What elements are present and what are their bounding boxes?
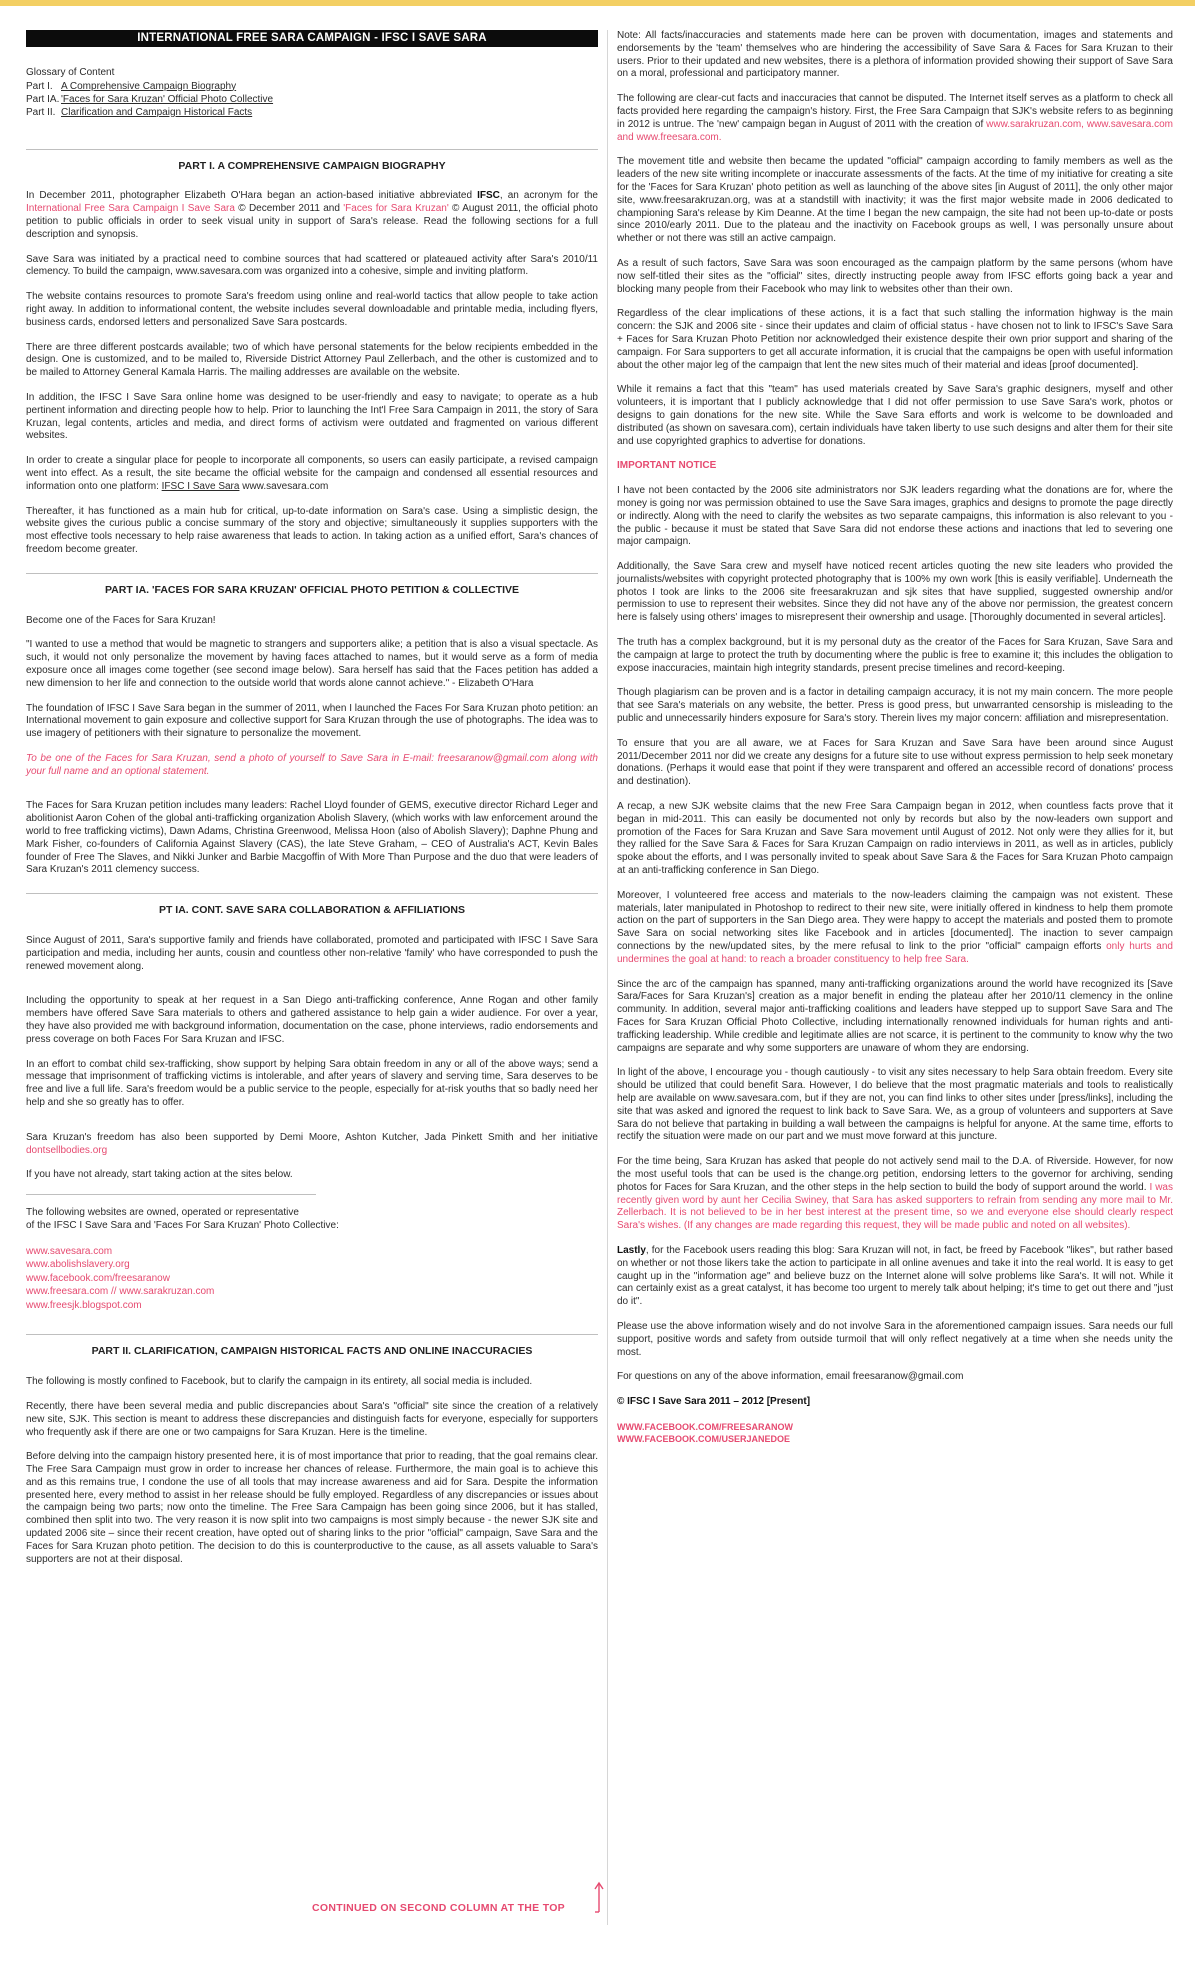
glossary-item[interactable] xyxy=(26,80,598,93)
highlight: only hurts and undermines the goal at hand: to reach a broader constituency to help free Sara. xyxy=(617,941,1173,965)
call-to-action: To be one of the Faces for Sara Kruzan, send a photo of yourself to Save Sara in E-mail: freesaranow@gmail.com along with your full name and an optional statement. xyxy=(26,752,598,777)
paragraph xyxy=(26,190,598,241)
faces-name: 'Faces for Sara Kruzan' xyxy=(343,203,449,215)
paragraph: I have not been contacted by the 2006 site administrators nor SJK leaders regarding what the donations are for, where the money is going nor was permission obtained to use the Save Sara images, graphics and designs to promote the page directly or indirectly. Along with the need to clarify the websites as two separate campaigns, this information is also relevant to you - the public - because it must be stated that Save Sara did not endorse these actions and inactions that led to severing one major campaign. xyxy=(617,485,1173,548)
paragraph: If you have not already, start taking action at the sites below. xyxy=(26,1169,293,1181)
paragraph: Since the arc of the campaign has spanned, many anti-trafficking organizations around the world have recognized its [Save Sara/Faces for Sara Kruzan's] creation as a major benefit in ending the plateau after her 2010/11 clemency in the online community. In addition, several major anti-trafficking coalitions and leaders have stepped up to support Save Sara and The Faces for Sara Kruzan Official Photo Collective, including internationally renowned individuals for human rights and anti-trafficking leadership. While credible and legitimate allies are not scarce, it is pertinent to the community to know why the two campaigns are separate and why some supporters are unaware of whom they are endorsing. xyxy=(617,978,1173,1054)
section-heading-part-2: PART II. CLARIFICATION, CAMPAIGN HISTORICAL FACTS AND ONLINE INACCURACIES xyxy=(26,1334,598,1358)
paragraph: Since August of 2011, Sara's supportive family and friends have collaborated, promoted and participated with IFSC I Save Sara participation and media, including her aunts, cousin and countless other non-relative 'family' who have corresponded to push the renewed movement along. xyxy=(26,935,598,972)
glossary-item[interactable] xyxy=(26,93,598,106)
paragraph: In light of the above, I encourage you - though cautiously - to visit any sites necessary to help Sara obtain freedom. Every site should be utilized that could benefit Sara. However, I do believe that the most pragmatic materials and tools to realistically help are available on www.savesara.com, but if they are not, you can find links to other sites under [press/links], including the site that was asked and ignored the request to link back to Save Sara. We, as a group of volunteers and supporters at Save Sara do not believe that partaking in building a wall between the campaigns is helpful for anyone. At the same time, efforts to rectify the situation were made on our part and we must move forward at this juncture. xyxy=(617,1067,1173,1143)
site-link[interactable]: www.freesjk.blogspot.com xyxy=(26,1299,142,1311)
text: , for the Facebook users reading this blog: Sara Kruzan will not, in fact, be freed by Facebook "likes", but rather based on whether or not those likers take the action to participate in all online avenues and take it into the real world. It is easy to get caught up in the "information age" and believe buzz on the Internet alone will solve problems like Sara's. It will not. While it can certainly exist as a great catalyst, it has become too urgent to merely talk about helping; it's time to get out there and "just do it". xyxy=(617,1244,1173,1308)
text: In order to create a singular place for people to incorporate all components, so users can easily participate, a revised campaign went into effect. As a result, the site became the official website for the campaign and condensed all essential resources and information onto one platform: xyxy=(26,455,598,492)
site-link[interactable]: www.abolishslavery.org xyxy=(26,1259,130,1271)
glossary-title: Glossary of Content xyxy=(26,66,115,78)
paragraph xyxy=(617,93,1173,144)
paragraph: The website contains resources to promote Sara's freedom using online and real-world tactics that allow people to take action right away. In addition to informational content, the website includes several downloadable and printable media, including flyers, business cards, endorsed letters and personalized Save Sara postcards. xyxy=(26,291,598,328)
text: The following websites are owned, operated or representative xyxy=(26,1207,299,1219)
paragraph: While it remains a fact that this "team" has used materials created by Save Sara's graphic designers, myself and other volunteers, it is important that I publicly acknowledge that I did not offer permission to use Save Sara's work, photos or designs to gain donations for the new site. While the Save Sara efforts and work is welcome to be downloaded and distributed (as shown on savesara.com), certain individuals have taken liberty to use such designs and alter them for their site and use copyrighted graphics to advertise for donations. xyxy=(617,384,1173,447)
text: © December 2011 and xyxy=(234,203,344,215)
section-heading-part-1a-cont: PT IA. CONT. SAVE SARA COLLABORATION & AFFILIATIONS xyxy=(26,893,598,917)
glossary-link-part-2[interactable]: Clarification and Campaign Historical Facts xyxy=(61,106,253,118)
glossary-part: Part IA. xyxy=(26,93,60,105)
arrow-up-icon xyxy=(594,1880,604,1914)
important-notice-heading: IMPORTANT NOTICE xyxy=(617,460,717,472)
site-list xyxy=(26,1245,598,1313)
paragraph xyxy=(26,1132,598,1158)
left-column xyxy=(26,30,598,1578)
text: of the IFSC I Save Sara and 'Faces For Sara Kruzan' Photo Collective: xyxy=(26,1220,339,1232)
divider xyxy=(26,1194,316,1195)
section-lead: The following is mostly confined to Facebook, but to clarify the campaign in its entirety, all social media is included. xyxy=(26,1376,533,1388)
site-link[interactable]: www.freesara.com // www.sarakruzan.com xyxy=(26,1286,215,1298)
acronym: IFSC xyxy=(477,190,500,202)
paragraph: There are three different postcards available; two of which have personal statements for the below recipients embedded in the design. One is customized, and to be mailed to, Riverside District Attorney Paul Zellerbach, and the other is customized and to be mailed to Attorney General Kamala Harris. The mailing addresses are available on the website. xyxy=(26,341,598,379)
campaign-site-links[interactable]: www.sarakruzan.com, www.savesara.com and www.freesara.com. xyxy=(617,118,1173,143)
column-divider xyxy=(607,30,608,1925)
top-color-bar xyxy=(0,0,1195,6)
text: For the time being, Sara Kruzan has asked that people do not actively send mail to the D.A. of Riverside. However, for now the most useful tools that can be used is the change.org petition, endorsing letters to the governor for archiving, sending photos for Faces for Sara Kruzan, and the other steps in the help section to build the body of support around the world. xyxy=(617,1156,1173,1193)
ifsc-link[interactable]: IFSC I Save Sara xyxy=(161,480,240,492)
paragraph: Including the opportunity to speak at her request in a San Diego anti-trafficking conference, Anne Rogan and other family members have offered Save Sara materials to others and gathered assistance to help gain a wider audience. For over a year, they have also provided me with background information, documentation on the case, phone interviews, radio endorsements and press coverage on both Faces For Sara Kruzan and IFSC. xyxy=(26,995,598,1045)
copyright: © IFSC I Save Sara 2011 – 2012 [Present] xyxy=(617,1396,811,1408)
footer-links xyxy=(617,1421,1173,1445)
paragraph: Regardless of the clear implications of these actions, it is a fact that such stalling the information highway is the main concern: the SJK and 2006 site - since their updates and claim of official status - have chosen not to link to IFSC's Save Sara + Faces for Sara Kruzan Photo Petition nor acknowledged their existence despite their own prior support and sharing of the campaign. For Sara supporters to get all accurate information, it is crucial that the campaigns be open with useful information about the other major leg of the campaign that lent the new sites much of their material and ideas [proof documented]. xyxy=(617,308,1173,371)
text: © August 2011, the official photo petition to public officials in order to seek visual unity in support of Sara's release. Read the following sections for a full description and synopsis. xyxy=(26,203,598,240)
paragraph: As a result of such factors, Save Sara was soon encouraged as the campaign platform by the same persons (whom have now self-titled their sites as the "official" sites, directly instructing people away from IFSC efforts going back a year and blocking many people from their Facebook who may link to websites other than their own. xyxy=(617,257,1173,295)
highlight: I was recently given word by aunt her Cecilia Swiney, that Sara has asked supporters to refrain from sending any more mail to Mr. Zellerbach. It is not believed to be in her best interest at the present time, so we and everyone else should clearly respect Sara's wishes. (If any changes are made regarding this request, they will be made public and noted on all websites). xyxy=(617,1181,1173,1232)
paragraph: In addition, the IFSC I Save Sara online home was designed to be user-friendly and easy to navigate; to operate as a hub pertinent information and directing people how to help. Prior to launching the Int'l Free Sara Campaign in 2011, the story of Sara Kruzan, legal contents, articles and media, and direct forms of activism were outdated and fragmented on various different websites. xyxy=(26,391,598,442)
glossary-link-part-1a[interactable]: 'Faces for Sara Kruzan' Official Photo Collective xyxy=(61,93,274,105)
paragraph: In an effort to combat child sex-trafficking, show support by helping Sara obtain freedom in any or all of the above ways; send a message that imprisonment of trafficking victims is intolerable, and after years of slavery and serving time, Sara deserves to be free and live a full life. Sara's freedom would be a public service to the people, especially for at-risk youths that so badly need her help and she so greatly has to offer. xyxy=(26,1058,598,1109)
site-link[interactable]: www.savesara.com xyxy=(26,1245,113,1257)
paragraph xyxy=(617,1156,1173,1233)
campaign-name: International Free Sara Campaign I Save Sara xyxy=(26,203,235,215)
glossary-item[interactable] xyxy=(26,106,598,119)
text: Moreover, I volunteered free access and materials to the now-leaders claiming the campaign was not existent. These materials, later manipulated in Photoshop to redirect to their new site, were initially offered in kindness to help them promote action on the part of supporters in the San Diego area. They were happy to accept the materials and posted them to promote Save Sara on social networking sites like Facebook and in articles [documented]. The inaction to sever campaign connections by the new/updated sites, by the mere refusal to link to the prior "official" campaign efforts xyxy=(617,889,1173,953)
glossary xyxy=(26,67,598,119)
text: www.savesara.com xyxy=(239,480,329,492)
text: , an acronym for the xyxy=(499,190,598,202)
right-column xyxy=(617,30,1173,1445)
continued-note: CONTINUED ON SECOND COLUMN AT THE TOP xyxy=(312,1902,565,1914)
paragraph: To ensure that you are all aware, we at Faces for Sara Kruzan and Save Sara have been around since August 2011/December 2011 nor did we create any designs for a future site to use without express permission to help seek monetary donations. (Perhaps it would ease that point if they were transparent and offered an accessible record of donations' process and destination). xyxy=(617,737,1173,788)
facebook-link[interactable]: WWW.FACEBOOK.COM/FREESARANOW xyxy=(617,1421,793,1432)
text: The following are clear-cut facts and inaccuracies that cannot be disputed. The Internet itself serves as a platform to check all facts provided here regarding the campaign's history. First, the Free Sara Campaign that SJK's website refers to as beginning in 2012 is untrue. The 'new' campaign began in August of 2011 with the creation of xyxy=(617,93,1173,130)
paragraph: Though plagiarism can be proven and is a factor in detailing campaign accuracy, it is not my main concern. The more people that see Sara's materials on any website, the better. Press is good press, but unwarranted censorship is misleading to the public and unnecessarily hinders exposure for Sara's story. Therein lives my major concern: affiliation and misrepresentation. xyxy=(617,687,1173,725)
paragraph: Before delving into the campaign history presented here, it is of most importance that prior to reading, that the goal remains clear. The Free Sara Campaign must grow in order to increase her chances of release. Furthermore, the main goal is to achieve this and as this remains true, I condone the use of all tools that may increase awareness and aid for Sara. Despite the information presented here, every method to assist in her release should be fully employed. Regardless of any discrepancies or issues about the campaign being two parts; now onto the timeline. The Free Sara Campaign has been going since 2006, but it has stalled, combined then split into two. The very reason it is now split into two campaigns is most simply because - the newer SJK site and updated 2006 site – since their recent creation, have opted out of sharing links to the prior "official" campaign, Save Sara and the Faces for Sara Kruzan photo petition. The decision to do this is counterproductive to the cause, as all assets valuable to Sara's supporters are not at their disposal. xyxy=(26,1451,598,1565)
facebook-link[interactable]: WWW.FACEBOOK.COM/USERJANEDOE xyxy=(617,1433,791,1444)
paragraph: Thereafter, it has functioned as a main hub for critical, up-to-date information on Sara's case. Using a simplistic design, the website gives the curious public a concise summary of the story and objective; simultaneously it supplies supporters with the most effective tools necessary to help raise awareness that leads to action. In taking action as a unified effort, Sara's chances of freedom become greater. xyxy=(26,505,598,555)
site-link[interactable]: www.facebook.com/freesaranow xyxy=(26,1272,170,1284)
paragraph: Save Sara was initiated by a practical need to combine sources that had scattered or plateaued activity after Sara's 2010/11 clemency. To build the campaign, www.savesara.com was organized into a cohesive, simple and inviting platform. xyxy=(26,253,598,278)
owned-sites-intro xyxy=(26,1207,598,1233)
paragraph: Please use the above information wisely and do not involve Sara in the aforementioned campaign issues. Sara needs our full support, positive words and safety from outside turmoil that will only reflect negatively at a time when she needs unity the most. xyxy=(617,1320,1173,1358)
paragraph: A recap, a new SJK website claims that the new Free Sara Campaign began in 2012, when countless facts prove that it began in mid-2011. This can easily be documented not only by records but also by the now-leaders own support and promotion of the Faces for Sara Kruzan and Save Sara movement until August of 2012. Not only were they allies for it, but they rallied for the Save Sara & Faces for Sara Kruzan Campaign on radio interviews in 2011, as well as in articles, publicly spoke about the efforts, and I was personally invited to speak about Save Sara & the Faces for Sara Kruzan Photo campaign at an anti-trafficking conference in San Diego. xyxy=(617,801,1173,877)
paragraph: Recently, there have been several media and public discrepancies about Sara's "official" site since the creation of a relatively new site, SJK. This section is meant to address these discrepancies and distinguish facts for everyone, especially for supporters who frequently ask if there are one or two campaigns for Sara Kruzan. Here is the timeline. xyxy=(26,1400,598,1438)
glossary-link-part-1[interactable]: A Comprehensive Campaign Biography xyxy=(61,80,237,92)
paragraph: The movement title and website then became the updated "official" campaign according to family members as well as the leaders of the new site writing incomplete or inaccurate assessments of the facts. At the time of my initiative for creating a site for the 'Faces for Sara Kruzan' photo petition as well as launching of the above sites [in August of 2011], the only other major site, www.freesarakruzan.org, was at a standstill with inactivity; it was the first major website made in 2006 dedicated to championing Sara's release by Kim Deanne. At the time I began the new campaign, the site had not been up-to-date or posts since 2010/early 2011. Due to the plateau and the inactivity on Facebook groups as well, I was personally unsure about whether or not there was still an active campaign. xyxy=(617,156,1173,245)
text: Sara Kruzan's freedom has also been supported by Demi Moore, Ashton Kutcher, Jada Pinkett Smith and her initiative xyxy=(26,1131,598,1143)
paragraph xyxy=(617,1245,1173,1309)
paragraph xyxy=(26,455,598,493)
paragraph: Note: All facts/inaccuracies and statements made here can be proven with documentation, images and statements and endorsements by the 'team' themselves who are hindering the accessibility of Save Sara & Faces for Sara Kruzan to their users. Prior to their updated and new websites, there is a plethora of information provided showing their support of Save Sara on a moral, professional and participatory manner. xyxy=(617,30,1173,80)
glossary-part: Part I. xyxy=(26,80,53,92)
quote: "I wanted to use a method that would be magnetic to strangers and supporters alike; a petition that is also a visual spectacle. As such, it would not only personalize the movement by having faces attached to names, but it would serve as a form of media exposure once all images come together (see second image below). Sara herself has said that the Faces petition has added a new dimension to her life and connection to the outside world that words alone cannot achieve." - Elizabeth O'Hara xyxy=(26,639,598,689)
paragraph: The Faces for Sara Kruzan petition includes many leaders: Rachel Lloyd founder of GEMS, executive director Richard Leger and abolitionist Aaron Cohen of the global anti-trafficking organization Abolish Slavery, (which works with law enforcement around the world to free trafficking victims), Dawn Adams, Christina Greenwood, Melissa Hoon (also of Abolish Slavery); Daphne Phung and Mark Fisher, co-founders of California Against Slavery (CAS), the late Steve Graham, – CEO of Australia's ACT, Kevin Bales founder of Free The Slaves, and Nikki Junker and Barbie Macgoffin of With More Than Purpose and the duo that were leaders of Sara Kruzan's 2011 clemency success. xyxy=(26,800,598,876)
text: In December 2011, photographer Elizabeth O'Hara began an action-based initiative abbreviated xyxy=(26,190,478,202)
section-lead: Become one of the Faces for Sara Kruzan! xyxy=(26,614,216,626)
paragraph: Additionally, the Save Sara crew and myself have noticed recent articles quoting the new site leaders who provided the journalists/websites with copyright protected photography that is 100% my own work [this is easily verifiable]. Underneath the photos I took are links to the 2006 site freesarakruzan and sjk sites that have supplied, suggested ownership and/or permission to use to represent their websites. Since they did not have any of the above nor permission, the greatest concern here is falsely using others' images to misrepresent their ownership and usage. [Thoroughly documented in several articles]. xyxy=(617,561,1173,624)
lead-word: Lastly xyxy=(617,1244,646,1256)
page-banner: INTERNATIONAL FREE SARA CAMPAIGN - IFSC I SAVE SARA xyxy=(26,30,598,47)
paragraph xyxy=(617,890,1173,967)
glossary-part: Part II. xyxy=(26,106,56,118)
section-heading-part-1: PART I. A COMPREHENSIVE CAMPAIGN BIOGRAPHY xyxy=(26,149,598,173)
paragraph: For questions on any of the above information, email freesaranow@gmail.com xyxy=(617,1371,964,1383)
section-heading-part-1a: PART IA. 'FACES FOR SARA KRUZAN' OFFICIAL PHOTO PETITION & COLLECTIVE xyxy=(26,573,598,597)
paragraph: The foundation of IFSC I Save Sara began in the summer of 2011, when I launched the Faces For Sara Kruzan photo petition: an International movement to gain exposure and collective support for Sara Kruzan through the use of photographs. The idea was to use imagery of petitioners with their signature to personalize the movement. xyxy=(26,702,598,740)
dontsellbodies-link[interactable]: dontsellbodies.org xyxy=(26,1144,108,1156)
paragraph: The truth has a complex background, but it is my personal duty as the creator of the Faces for Sara Kruzan, Save Sara and the campaign at large to protect the truth by documenting where the public is free to examine it; this includes the obligation to expose inaccuracies, maintain high integrity standards, present precise timelines and record-keeping. xyxy=(617,637,1173,674)
